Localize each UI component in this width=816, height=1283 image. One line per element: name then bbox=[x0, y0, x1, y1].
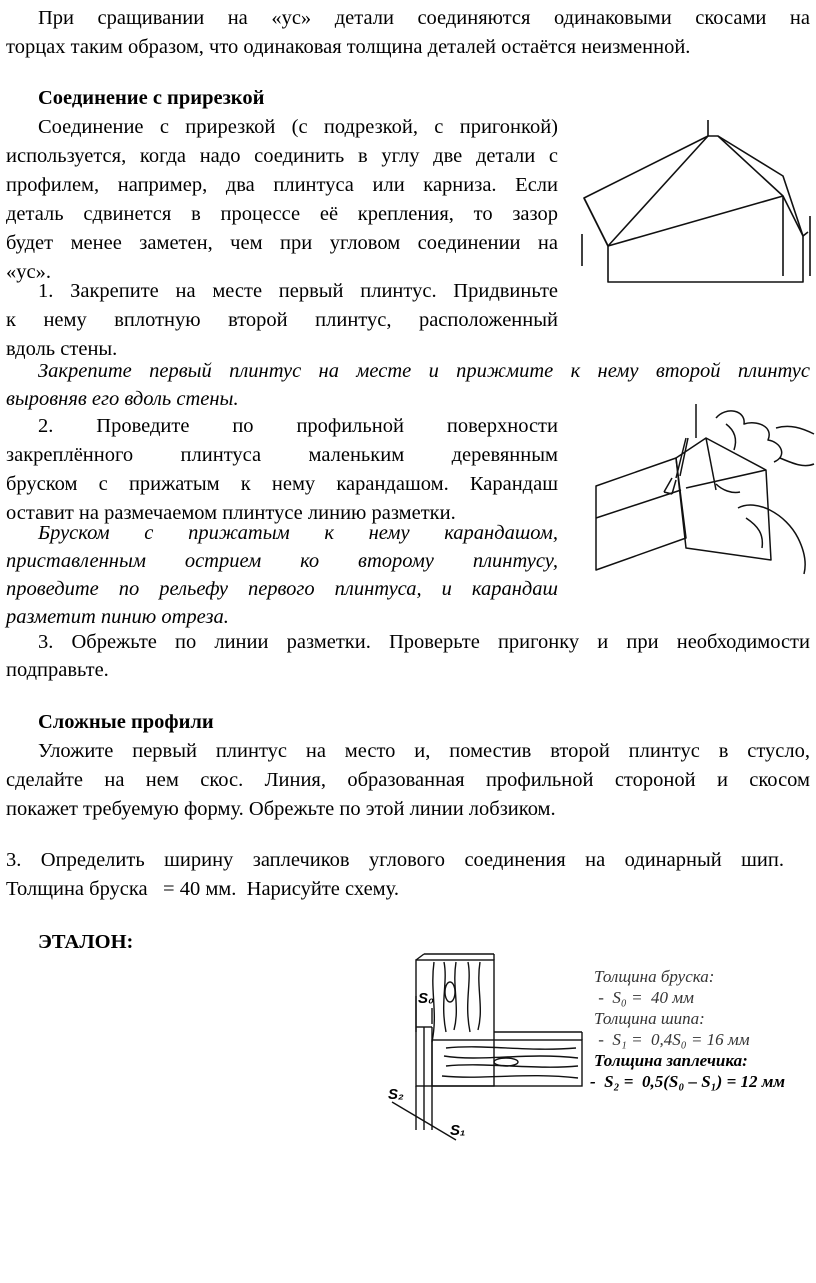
step2-italic-line-2: приставленным острием ко второму плинтусу, bbox=[6, 550, 558, 572]
step2-line-3: бруском с прижатым к нему карандашом. Карандаш bbox=[6, 473, 558, 495]
section-heading-profiles: Сложные профили bbox=[38, 711, 214, 733]
para-line-5: будет менее заметен, чем при угловом соединении на bbox=[6, 232, 558, 254]
step1-italic-line-1: Закрепите первый плинтус на месте и прижмите к нему второй плинтус bbox=[38, 360, 810, 382]
step3-line-2: подправьте. bbox=[6, 659, 109, 681]
step2-line-2: закреплённого плинтуса маленьким деревянным bbox=[6, 444, 558, 466]
step2-line-1: 2. Проведите по профильной поверхности bbox=[38, 415, 558, 437]
step2-italic-line-4: разметит пинию отреза. bbox=[6, 606, 229, 628]
intro-line-2: торцах таким образом, что одинаковая толщина деталей остаётся неизменной. bbox=[6, 36, 691, 58]
legend-line-3: Толщина шипа: bbox=[594, 1009, 705, 1028]
legend-line-4: - S₁ = 0,4S₀ = 16 мм bbox=[594, 1030, 750, 1049]
profiles-line-2: сделайте на нем скос. Линия, образованная профильной стороной и скосом bbox=[6, 769, 810, 791]
intro-line-1: При сращивании на «ус» детали соединяются одинаковыми скосами на bbox=[38, 7, 810, 29]
profiles-line-3: покажет требуемую форму. Обрежьте по этой линии лобзиком. bbox=[6, 798, 556, 820]
tenon-joint-figure bbox=[386, 952, 586, 1152]
step3-line-1: 3. Обрежьте по линии разметки. Проверьте пригонку и при необходимости bbox=[38, 631, 810, 653]
legend-line-2: - S₀ = 40 мм bbox=[594, 988, 694, 1007]
etalon-heading: ЭТАЛОН: bbox=[38, 931, 134, 953]
step2-italic-line-3: проведите по рельефу первого плинтуса, и карандаш bbox=[6, 578, 558, 600]
label-s1: S₁ bbox=[450, 1122, 466, 1139]
pencil-marking-figure bbox=[576, 398, 816, 578]
task-line-2: Толщина бруска = 40 мм. Нарисуйте схему. bbox=[6, 878, 399, 900]
para-line-6: «ус». bbox=[6, 261, 51, 283]
para-line-1: Соединение с прирезкой (с подрезкой, с пригонкой) bbox=[38, 116, 558, 138]
step1-line-3: вдоль стены. bbox=[6, 338, 118, 360]
step1-line-2: к нему вплотную второй плинтус, расположенный bbox=[6, 309, 558, 331]
para-line-4: деталь сдвинется в процессе её крепления, то зазор bbox=[6, 203, 558, 225]
profiles-line-1: Уложите первый плинтус на место и, поместив второй плинтус в стусло, bbox=[38, 740, 810, 762]
step2-italic-line-1: Бруском с прижатым к нему карандашом, bbox=[38, 522, 558, 544]
label-s2: S₂ bbox=[388, 1086, 404, 1103]
label-s0: S₀ bbox=[418, 990, 434, 1007]
para-line-2: используется, когда надо соединить в углу две детали с bbox=[6, 145, 558, 167]
task-line-1: 3. Определить ширину заплечиков углового соединения на одинарный шип. bbox=[6, 849, 784, 871]
legend-line-6: - S₂ = 0,5(S₀ – S₁) = 12 мм bbox=[590, 1072, 786, 1091]
para-line-3: профилем, например, два плинтуса или карниза. Если bbox=[6, 174, 558, 196]
step2-line-4: оставит на размечаемом плинтусе линию разметки. bbox=[6, 502, 456, 524]
legend-line-1: Толщина бруска: bbox=[594, 967, 715, 986]
legend-line-5: Толщина заплечика: bbox=[594, 1051, 748, 1070]
baseboard-corner-figure bbox=[578, 116, 816, 286]
step1-line-1: 1. Закрепите на месте первый плинтус. Придвиньте bbox=[38, 280, 558, 302]
step1-italic-line-2: выровняв его вдоль стены. bbox=[6, 388, 239, 410]
section-heading-prirezka: Соединение с прирезкой bbox=[38, 87, 265, 109]
